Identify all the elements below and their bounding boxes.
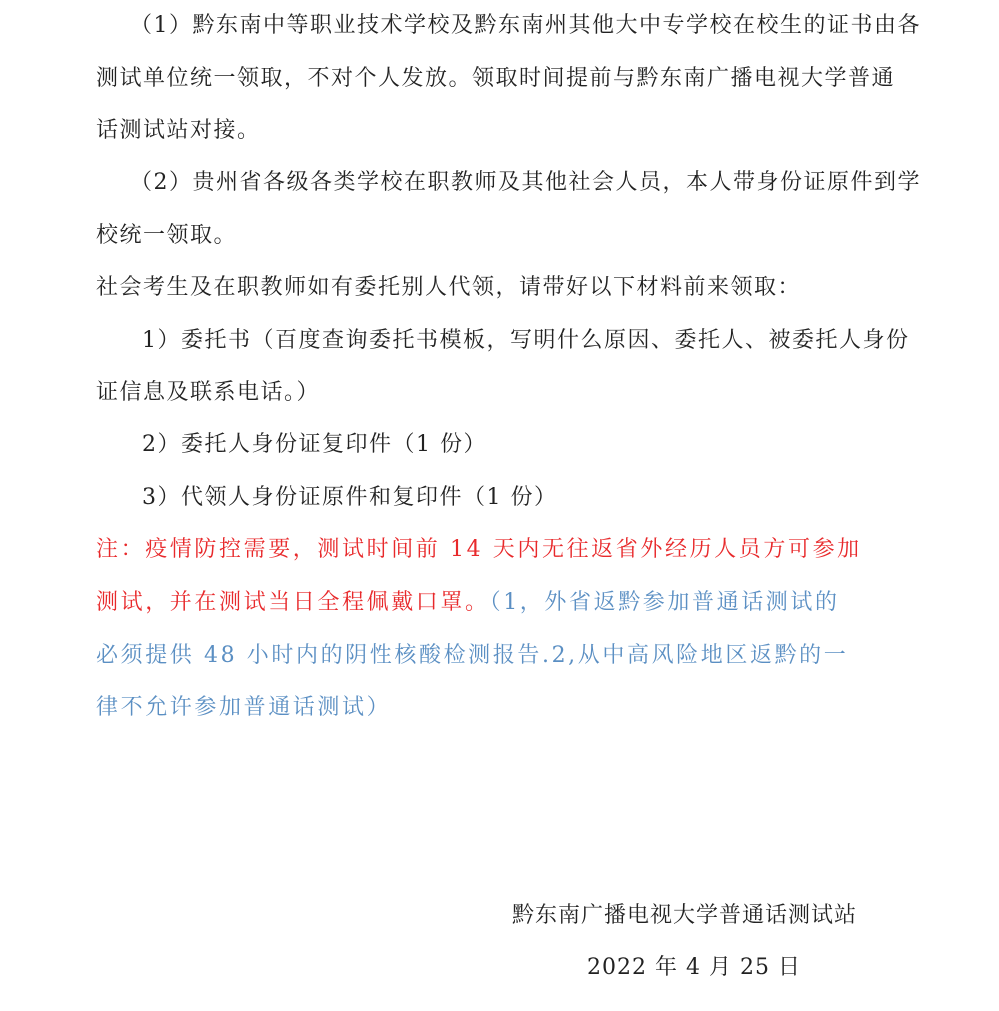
paragraph-2-line-2: 校统一领取。 [96, 223, 238, 248]
signature-date: 2022 年 4 月 25 日 [587, 955, 801, 980]
paragraph-1-line-1: （1）黔东南中等职业技术学校及黔东南州其他大中专学校在校生的证书由各 [130, 13, 921, 38]
list-item-2: 2）委托人身份证复印件（1 份） [142, 432, 487, 457]
list-item-3: 3）代领人身份证原件和复印件（1 份） [142, 485, 558, 510]
notice-blue-text: （1，外省返黔参加普通话测试的 [489, 590, 840, 615]
notice-line-3: 必须提供 48 小时内的阴性核酸检测报告.2,从中高风险地区返黔的一 [96, 643, 849, 668]
notice-line-1: 注：疫情防控需要，测试时间前 14 天内无往返省外经历人员方可参加 [96, 537, 862, 562]
list-item-1-line-2: 证信息及联系电话。） [96, 380, 321, 405]
notice-red-text: 测试，并在测试当日全程佩戴口罩。 [96, 590, 490, 615]
paragraph-2-line-1: （2）贵州省各级各类学校在职教师及其他社会人员，本人带身份证原件到学 [130, 170, 921, 195]
notice-line-4: 律不允许参加普通话测试） [96, 695, 392, 720]
notice-line-2 [96, 577, 840, 629]
list-item-1-line-1: 1）委托书（百度查询委托书模板，写明什么原因、委托人、被委托人身份 [142, 328, 910, 353]
paragraph-3: 社会考生及在职教师如有委托别人代领，请带好以下材料前来领取： [96, 275, 802, 300]
signature-organization: 黔东南广播电视大学普通话测试站 [512, 903, 858, 928]
paragraph-1-line-2: 测试单位统一领取，不对个人发放。领取时间提前与黔东南广播电视大学普通 [96, 66, 896, 91]
paragraph-1-line-3: 话测试站对接。 [96, 118, 261, 143]
